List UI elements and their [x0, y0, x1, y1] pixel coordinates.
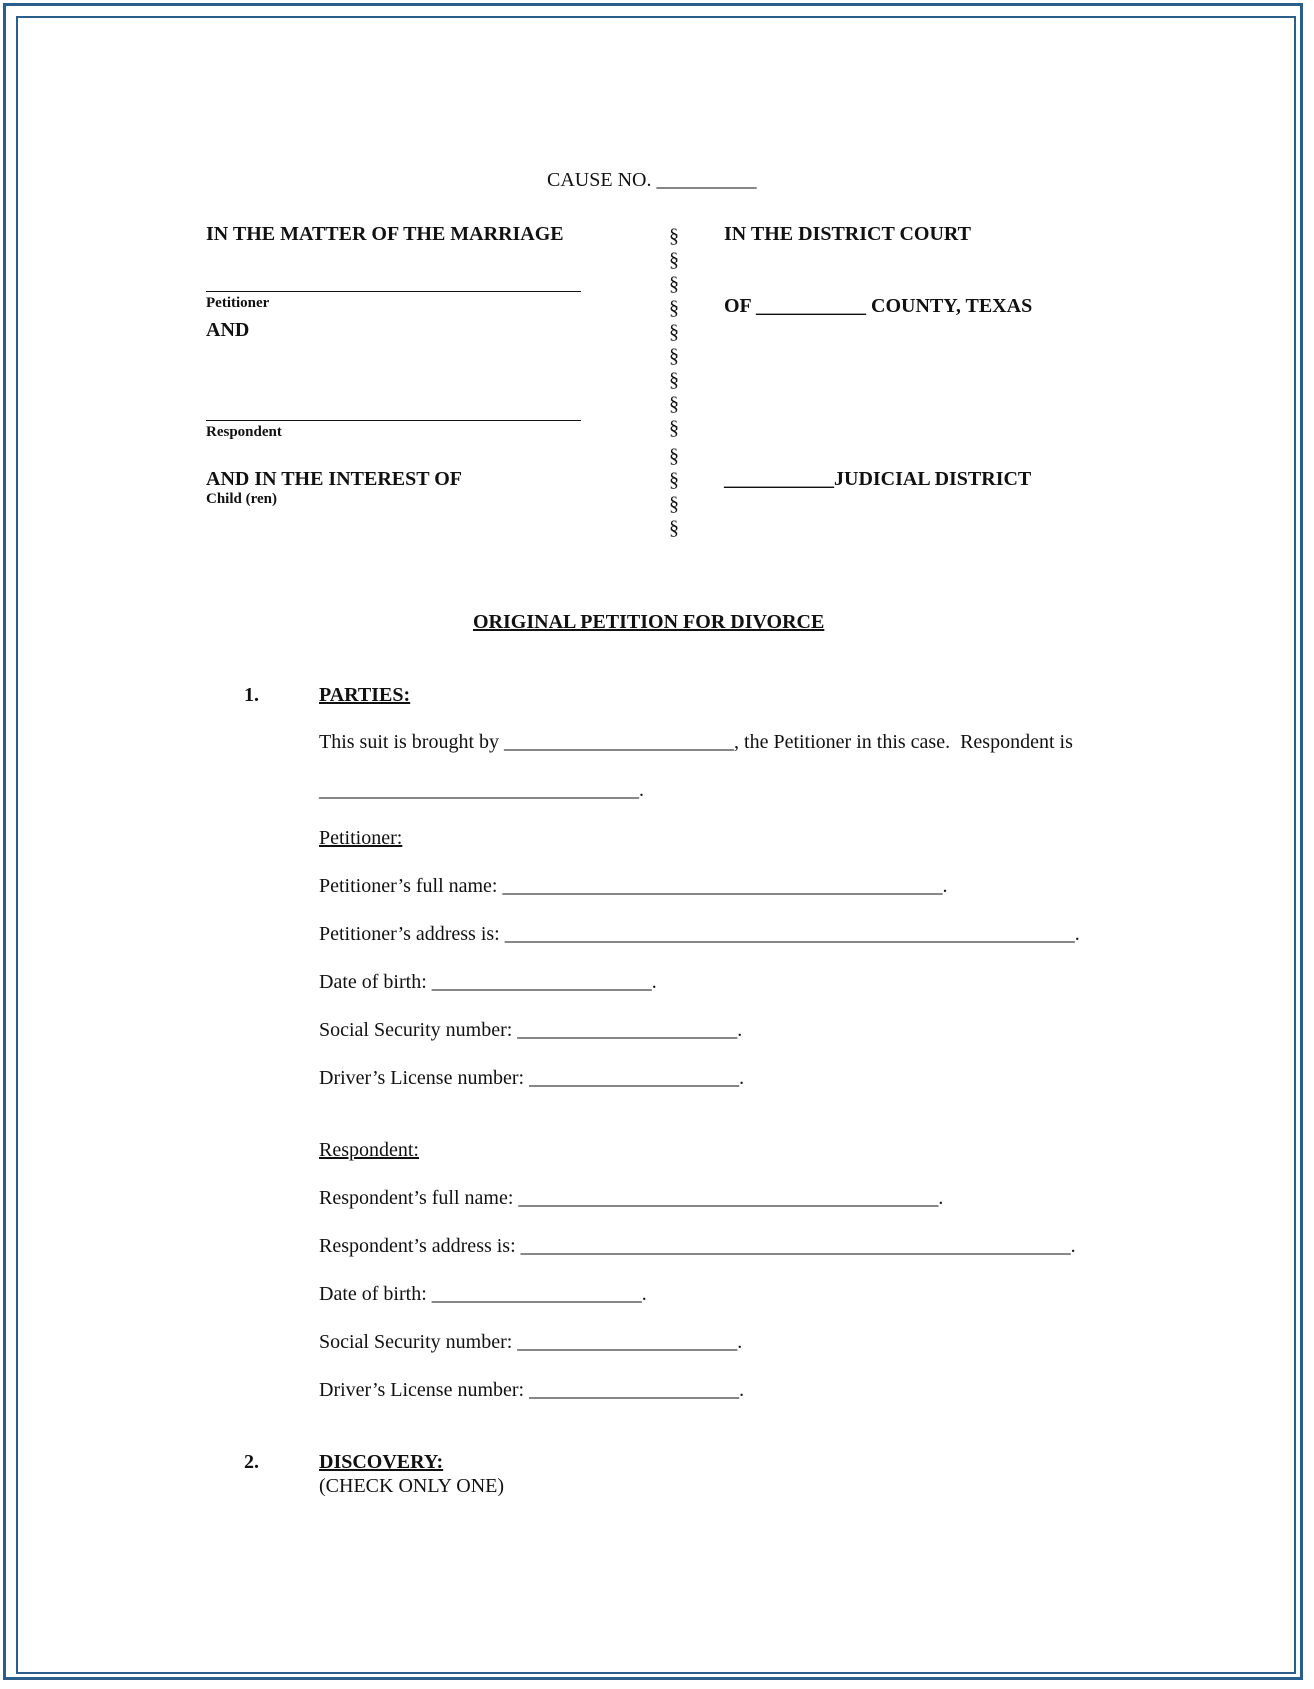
parties-intro-line1: This suit is brought by _______________________, the Petitioner in this case. Respondent is — [319, 731, 1073, 753]
section-symbol: § — [669, 321, 679, 343]
petitioner-license: Driver’s License number: _____________________. — [319, 1067, 745, 1089]
section-number: 2. — [244, 1451, 259, 1473]
petitioner-name-line — [206, 291, 581, 292]
caption-and: AND — [206, 319, 250, 341]
discovery-note: (CHECK ONLY ONE) — [319, 1475, 505, 1497]
section-heading-parties: PARTIES: — [319, 684, 411, 706]
section-symbol: § — [669, 493, 679, 515]
caption-respondent-label: Respondent — [206, 424, 282, 440]
section-symbol: § — [669, 345, 679, 367]
respondent-heading: Respondent: — [319, 1139, 419, 1161]
petitioner-dob: Date of birth: ______________________. — [319, 971, 657, 993]
respondent-dob: Date of birth: _____________________. — [319, 1283, 647, 1305]
caption-children-label: Child (ren) — [206, 491, 277, 507]
petitioner-address: Petitioner’s address is: _________________________________________________________. — [319, 923, 1080, 945]
respondent-full-name: Respondent’s full name: __________________________________________. — [319, 1187, 944, 1209]
petitioner-heading: Petitioner: — [319, 827, 403, 849]
respondent-name-line — [206, 420, 581, 421]
caption-interest: AND IN THE INTEREST OF — [206, 468, 462, 490]
section-number: 1. — [244, 684, 259, 706]
caption-court: IN THE DISTRICT COURT — [724, 223, 971, 245]
respondent-ssn: Social Security number: ______________________. — [319, 1331, 743, 1353]
caption-matter: IN THE MATTER OF THE MARRIAGE — [206, 223, 564, 245]
section-symbol: § — [669, 445, 679, 467]
caption-county: OF ___________ COUNTY, TEXAS — [724, 295, 1033, 317]
section-symbol: § — [669, 225, 679, 247]
petitioner-full-name: Petitioner’s full name: ____________________________________________. — [319, 875, 948, 897]
respondent-license: Driver’s License number: _____________________. — [319, 1379, 745, 1401]
section-symbol: § — [669, 469, 679, 491]
section-symbol: § — [669, 517, 679, 539]
parties-intro-line2: ________________________________. — [319, 779, 644, 801]
section-symbol: § — [669, 417, 679, 439]
cause-number: CAUSE NO. __________ — [547, 169, 757, 191]
respondent-address: Respondent’s address is: _______________________________________________________. — [319, 1235, 1076, 1257]
section-symbol: § — [669, 369, 679, 391]
petitioner-ssn: Social Security number: ______________________. — [319, 1019, 743, 1041]
page-frame-inner — [16, 16, 1296, 1674]
section-symbol: § — [669, 249, 679, 271]
caption-judicial-district: ___________JUDICIAL DISTRICT — [724, 468, 1032, 490]
caption-petitioner-label: Petitioner — [206, 295, 270, 311]
section-symbol: § — [669, 273, 679, 295]
section-symbol: § — [669, 393, 679, 415]
document-title: ORIGINAL PETITION FOR DIVORCE — [473, 611, 825, 633]
section-heading-discovery: DISCOVERY: — [319, 1451, 444, 1473]
section-symbol: § — [669, 297, 679, 319]
